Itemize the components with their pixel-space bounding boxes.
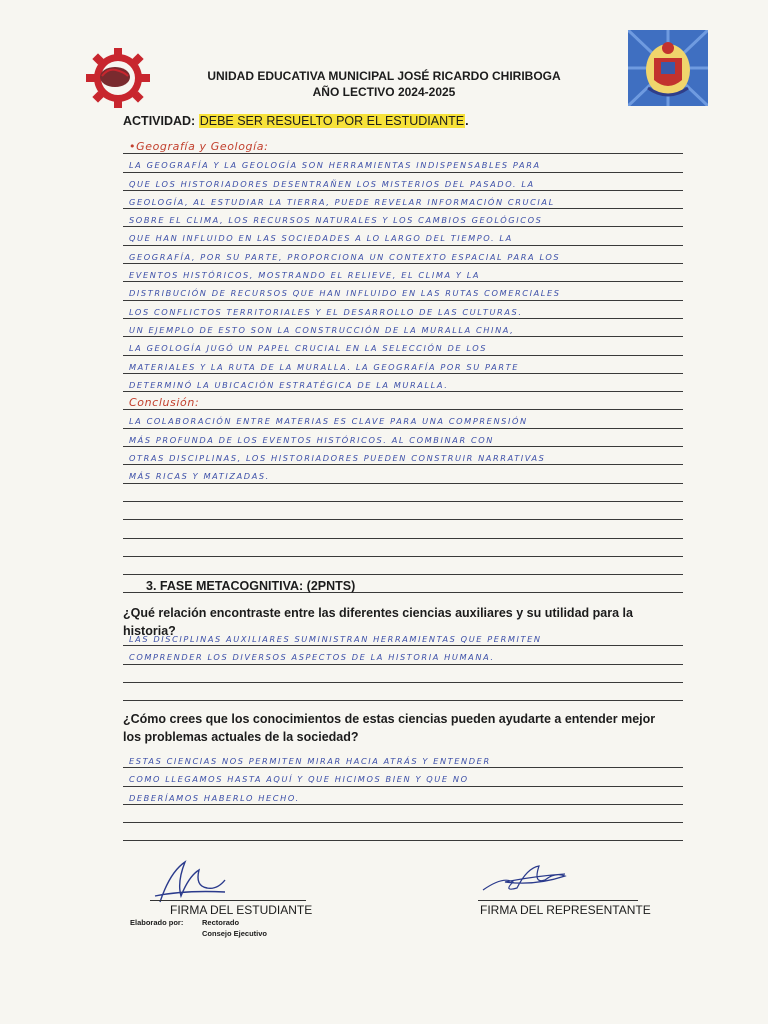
handwritten-line: [123, 520, 683, 538]
handwritten-line: COMO LLEGAMOS HASTA AQUÍ Y QUE HICIMOS BIEN Y QUE NO: [123, 768, 683, 786]
handwritten-line: LAS DISCIPLINAS AUXILIARES SUMINISTRAN HERRAMIENTAS QUE PERMITEN: [123, 628, 683, 646]
handwritten-line: [123, 502, 683, 520]
activity-instruction: DEBE SER RESUELTO POR EL ESTUDIANTE: [199, 114, 465, 128]
school-logo: [82, 46, 152, 110]
handwritten-line: LA GEOGRAFÍA Y LA GEOLOGÍA SON HERRAMIENTAS INDISPENSABLES PARA: [123, 154, 683, 172]
handwritten-line: ESTAS CIENCIAS NOS PERMITEN MIRAR HACIA ATRÁS Y ENTENDER: [123, 750, 683, 768]
handwritten-line: DETERMINÓ LA UBICACIÓN ESTRATÉGICA DE LA MURALLA.: [123, 374, 683, 392]
handwritten-line: QUE LOS HISTORIADORES DESENTRAÑEN LOS MISTERIOS DEL PASADO. LA: [123, 173, 683, 191]
handwritten-line: OTRAS DISCIPLINAS, LOS HISTORIADORES PUEDEN CONSTRUIR NARRATIVAS: [123, 447, 683, 465]
school-name: UNIDAD EDUCATIVA MUNICIPAL JOSÉ RICARDO CHIRIBOGA: [207, 69, 561, 83]
handwritten-line: DISTRIBUCIÓN DE RECURSOS QUE HAN INFLUIDO EN LAS RUTAS COMERCIALES: [123, 282, 683, 300]
handwritten-line: [123, 484, 683, 502]
activity-heading: ACTIVIDAD: DEBE SER RESUELTO POR EL ESTUDIANTE.: [123, 114, 469, 128]
section-title: 3. FASE METACOGNITIVA: (2PNTS): [146, 579, 356, 593]
handwritten-line: DEBERÍAMOS HABERLO HECHO.: [123, 787, 683, 805]
handwritten-line: Conclusión:: [123, 392, 683, 410]
school-header: [160, 68, 608, 100]
handwritten-line: QUE HAN INFLUIDO EN LAS SOCIEDADES A LO LARGO DEL TIEMPO. LA: [123, 227, 683, 245]
handwritten-line: [123, 683, 683, 701]
prepared-by-rectorado: Rectorado: [202, 918, 240, 927]
prepared-by-label: Elaborado por:: [130, 918, 184, 927]
essay-answer-area: [123, 136, 683, 593]
handwritten-line: EVENTOS HISTÓRICOS, MOSTRANDO EL RELIEVE, EL CLIMA Y LA: [123, 264, 683, 282]
activity-label: ACTIVIDAD:: [123, 114, 196, 128]
answer-1-area: [123, 628, 683, 701]
handwritten-line: LOS CONFLICTOS TERRITORIALES Y EL DESARROLLO DE LAS CULTURAS.: [123, 301, 683, 319]
handwritten-line: [123, 823, 683, 841]
handwritten-line: SOBRE EL CLIMA, LOS RECURSOS NATURALES Y LOS CAMBIOS GEOLÓGICOS: [123, 209, 683, 227]
representative-signature-label: FIRMA DEL REPRESENTANTE: [480, 903, 651, 917]
handwritten-line: [123, 665, 683, 683]
handwritten-line: [123, 539, 683, 557]
handwritten-line: [123, 557, 683, 575]
handwritten-line: MÁS PROFUNDA DE LOS EVENTOS HISTÓRICOS. AL COMBINAR CON: [123, 429, 683, 447]
prepared-by-consejo: Consejo Ejecutivo: [202, 929, 268, 938]
representative-signature: [478, 862, 578, 902]
handwritten-line: LA COLABORACIÓN ENTRE MATERIAS ES CLAVE PARA UNA COMPRENSIÓN: [123, 410, 683, 428]
handwritten-line: LA GEOLOGÍA JUGÓ UN PAPEL CRUCIAL EN LA SELECCIÓN DE LOS: [123, 337, 683, 355]
handwritten-line: MÁS RICAS Y MATIZADAS.: [123, 465, 683, 483]
question-1: ¿Qué relación encontraste entre las diferentes ciencias auxiliares y su utilidad para la historia?: [123, 606, 633, 638]
school-year: AÑO LECTIVO 2024-2025: [312, 85, 456, 99]
handwritten-line: MATERIALES Y LA RUTA DE LA MURALLA. LA GEOGRAFÍA POR SU PARTE: [123, 356, 683, 374]
answer-2-area: [123, 750, 683, 841]
question-2: ¿Cómo crees que los conocimientos de estas ciencias pueden ayudarte a entender mejor los problemas actuales de la sociedad?: [123, 712, 656, 744]
handwritten-line: UN EJEMPLO DE ESTO SON LA CONSTRUCCIÓN DE LA MURALLA CHINA,: [123, 319, 683, 337]
student-signature-label: FIRMA DEL ESTUDIANTE: [170, 903, 313, 917]
handwritten-line: GEOGRAFÍA, POR SU PARTE, PROPORCIONA UN CONTEXTO ESPACIAL PARA LOS: [123, 246, 683, 264]
municipal-coat-of-arms: [628, 30, 708, 106]
handwritten-line: GEOLOGÍA, AL ESTUDIAR LA TIERRA, PUEDE REVELAR INFORMACIÓN CRUCIAL: [123, 191, 683, 209]
handwritten-line: •Geografía y Geología:: [123, 136, 683, 154]
handwritten-line: COMPRENDER LOS DIVERSOS ASPECTOS DE LA HISTORIA HUMANA.: [123, 646, 683, 664]
handwritten-line: [123, 805, 683, 823]
